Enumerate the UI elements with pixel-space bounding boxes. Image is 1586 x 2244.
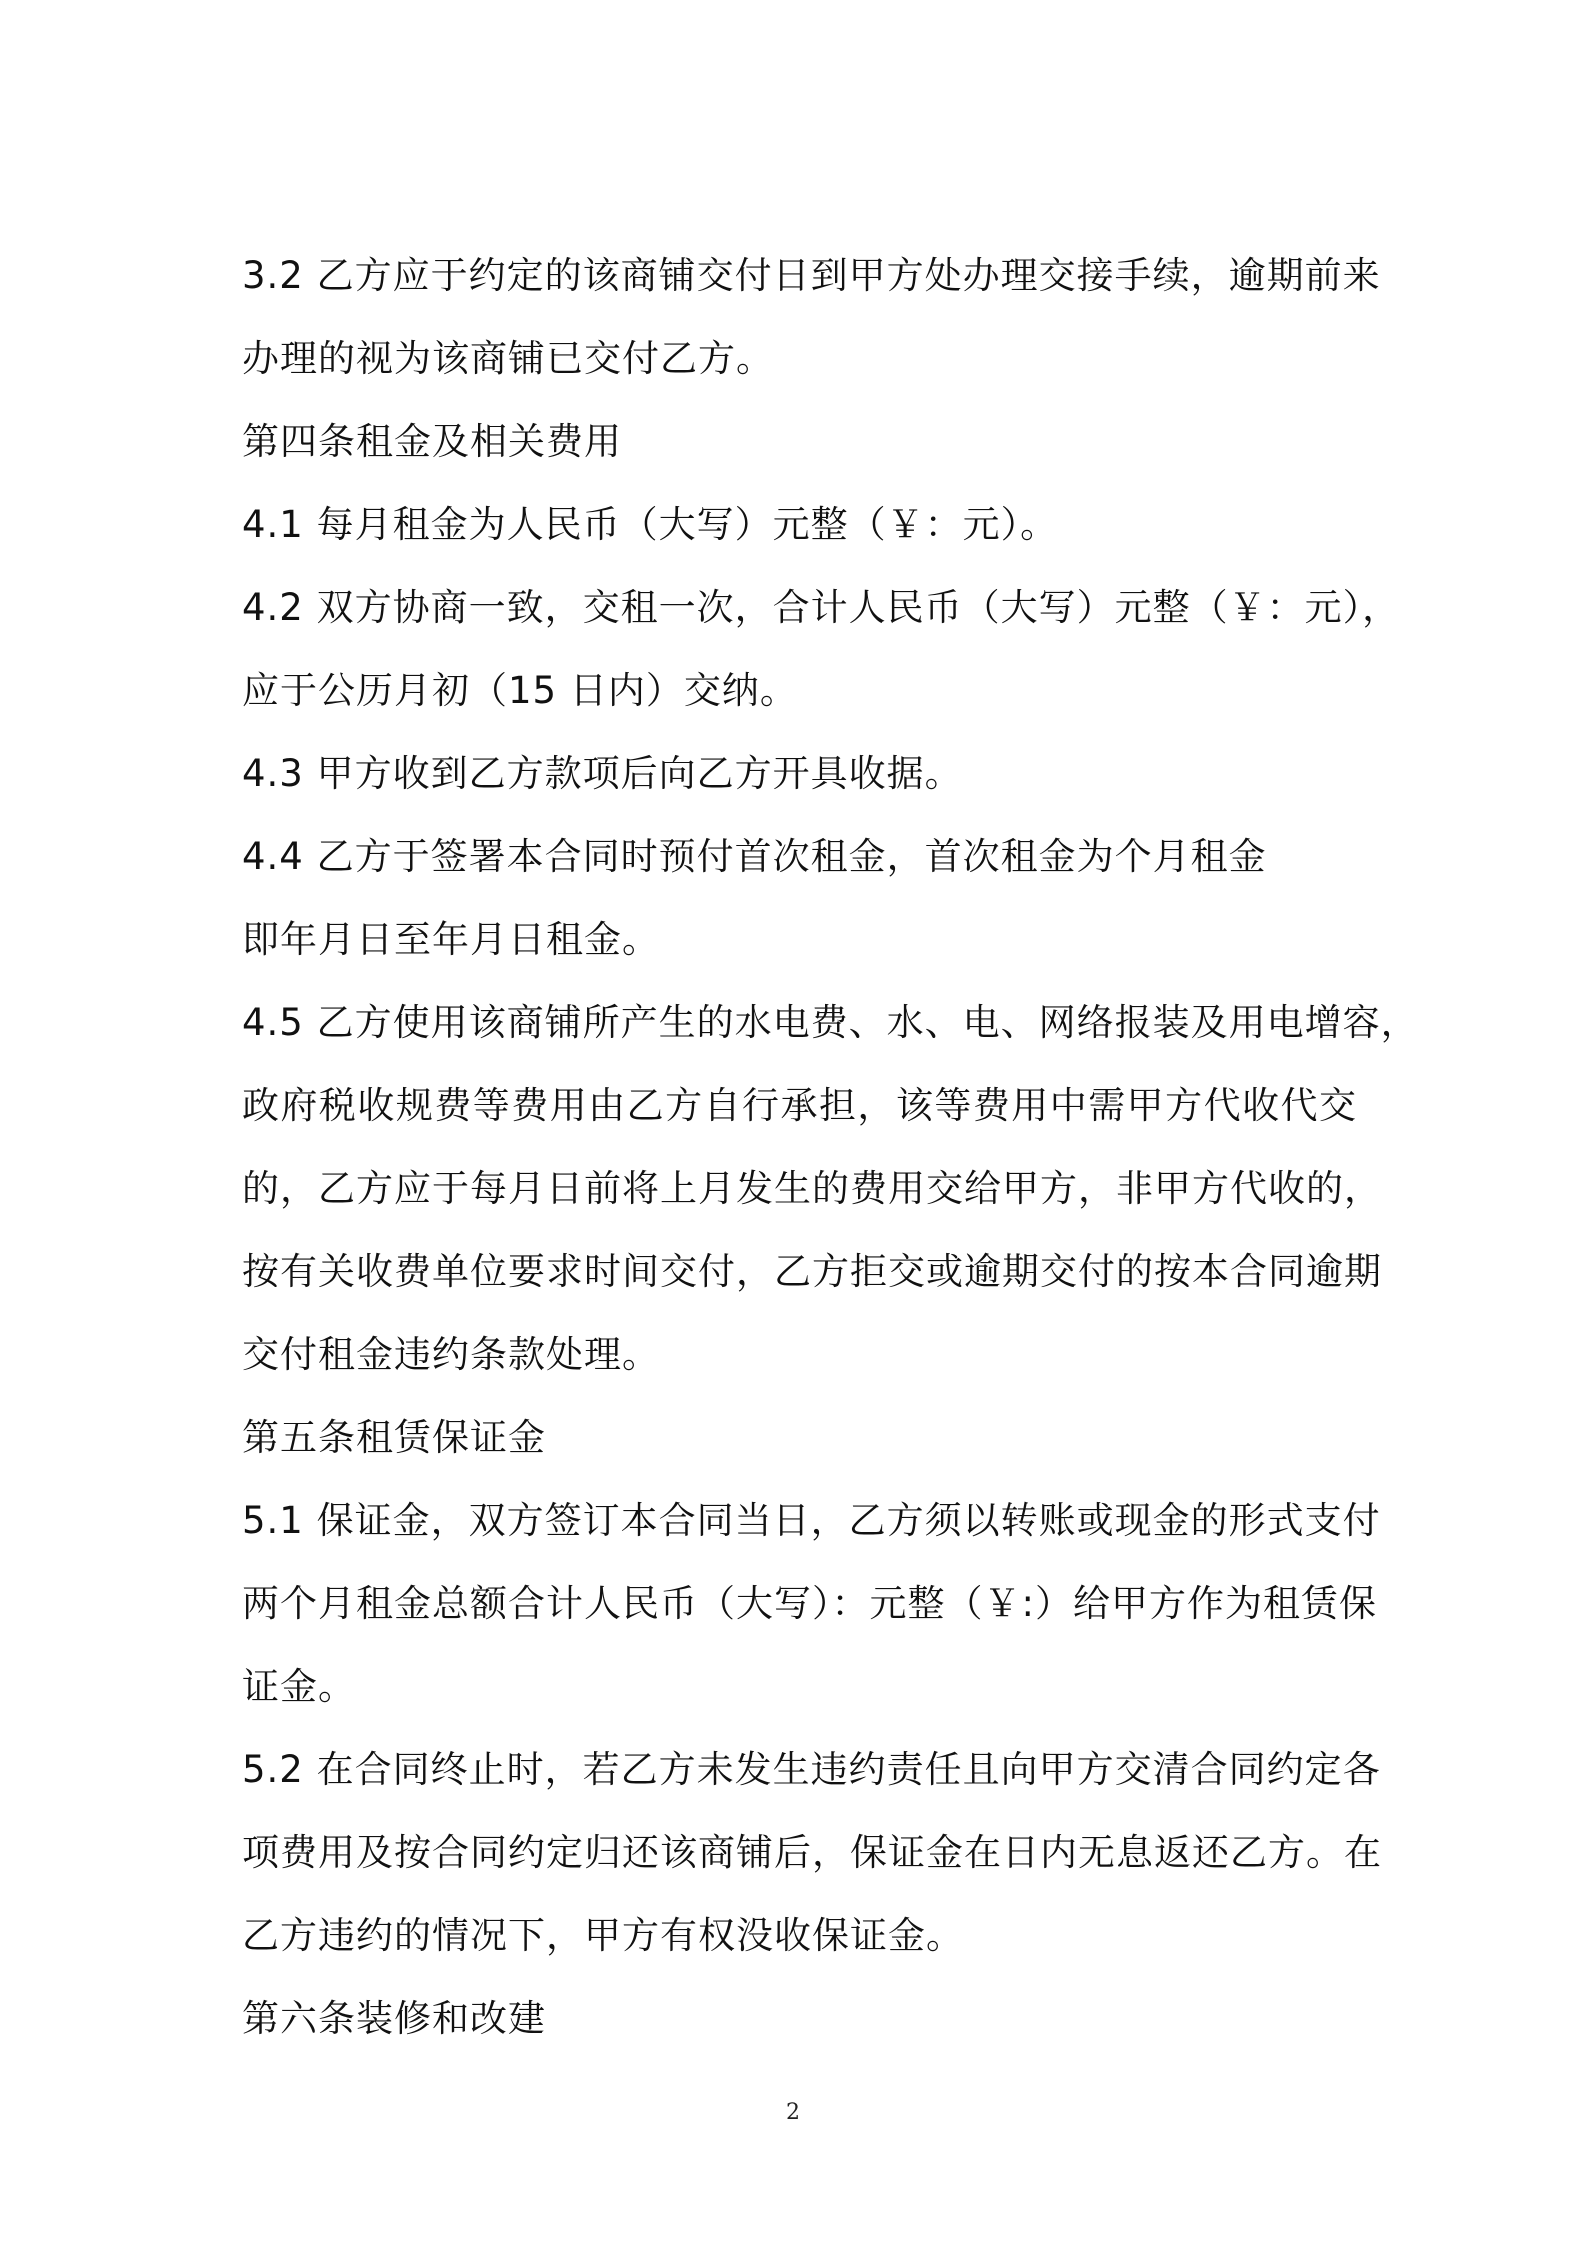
section-heading: 第五条租赁保证金 (242, 1416, 546, 1459)
document-body (242, 234, 1419, 2060)
text-line: 4.2 双方协商一致，交租一次，合计人民币（大写）元整（￥：元）， (242, 586, 1401, 629)
text-line: 4.1 每月租金为人民币（大写）元整（￥：元）。 (242, 503, 1059, 546)
text-line: 应于公历月初（15 日内）交纳。 (242, 669, 798, 712)
text-line: 3.2 乙方应于约定的该商铺交付日到甲方处办理交接手续，逾期前来 (242, 254, 1381, 297)
text-line: 5.1 保证金，双方签订本合同当日，乙方须以转账或现金的形式支付 (242, 1499, 1381, 1542)
text-line: 按有关收费单位要求时间交付，乙方拒交或逾期交付的按本合同逾期 (242, 1250, 1382, 1293)
text-line: 两个月租金总额合计人民币（大写）：元整（￥:）给甲方作为租赁保 (242, 1582, 1377, 1625)
text-line: 即年月日至年月日租金。 (242, 918, 660, 961)
page-number: 2 (786, 2100, 800, 2125)
text-line: 4.3 甲方收到乙方款项后向乙方开具收据。 (242, 752, 963, 795)
text-line: 4.4 乙方于签署本合同时预付首次租金，首次租金为个月租金 (242, 835, 1267, 878)
text-line: 乙方违约的情况下，甲方有权没收保证金。 (242, 1914, 964, 1957)
text-line: 办理的视为该商铺已交付乙方。 (242, 337, 774, 380)
section-heading: 第四条租金及相关费用 (242, 420, 622, 463)
text-line: 项费用及按合同约定归还该商铺后，保证金在日内无息返还乙方。在 (242, 1831, 1382, 1874)
text-line: 证金。 (242, 1665, 356, 1708)
text-line: 5.2 在合同终止时，若乙方未发生违约责任且向甲方交清合同约定各 (242, 1748, 1381, 1791)
text-line: 交付租金违约条款处理。 (242, 1333, 660, 1376)
text-line: 4.5 乙方使用该商铺所产生的水电费、水、电、网络报装及用电增容， (242, 1001, 1419, 1044)
section-heading: 第六条装修和改建 (242, 1997, 546, 2040)
text-line: 政府税收规费等费用由乙方自行承担，该等费用中需甲方代收代交 (242, 1084, 1357, 1127)
text-line: 的，乙方应于每月日前将上月发生的费用交给甲方，非甲方代收的， (242, 1167, 1382, 1210)
